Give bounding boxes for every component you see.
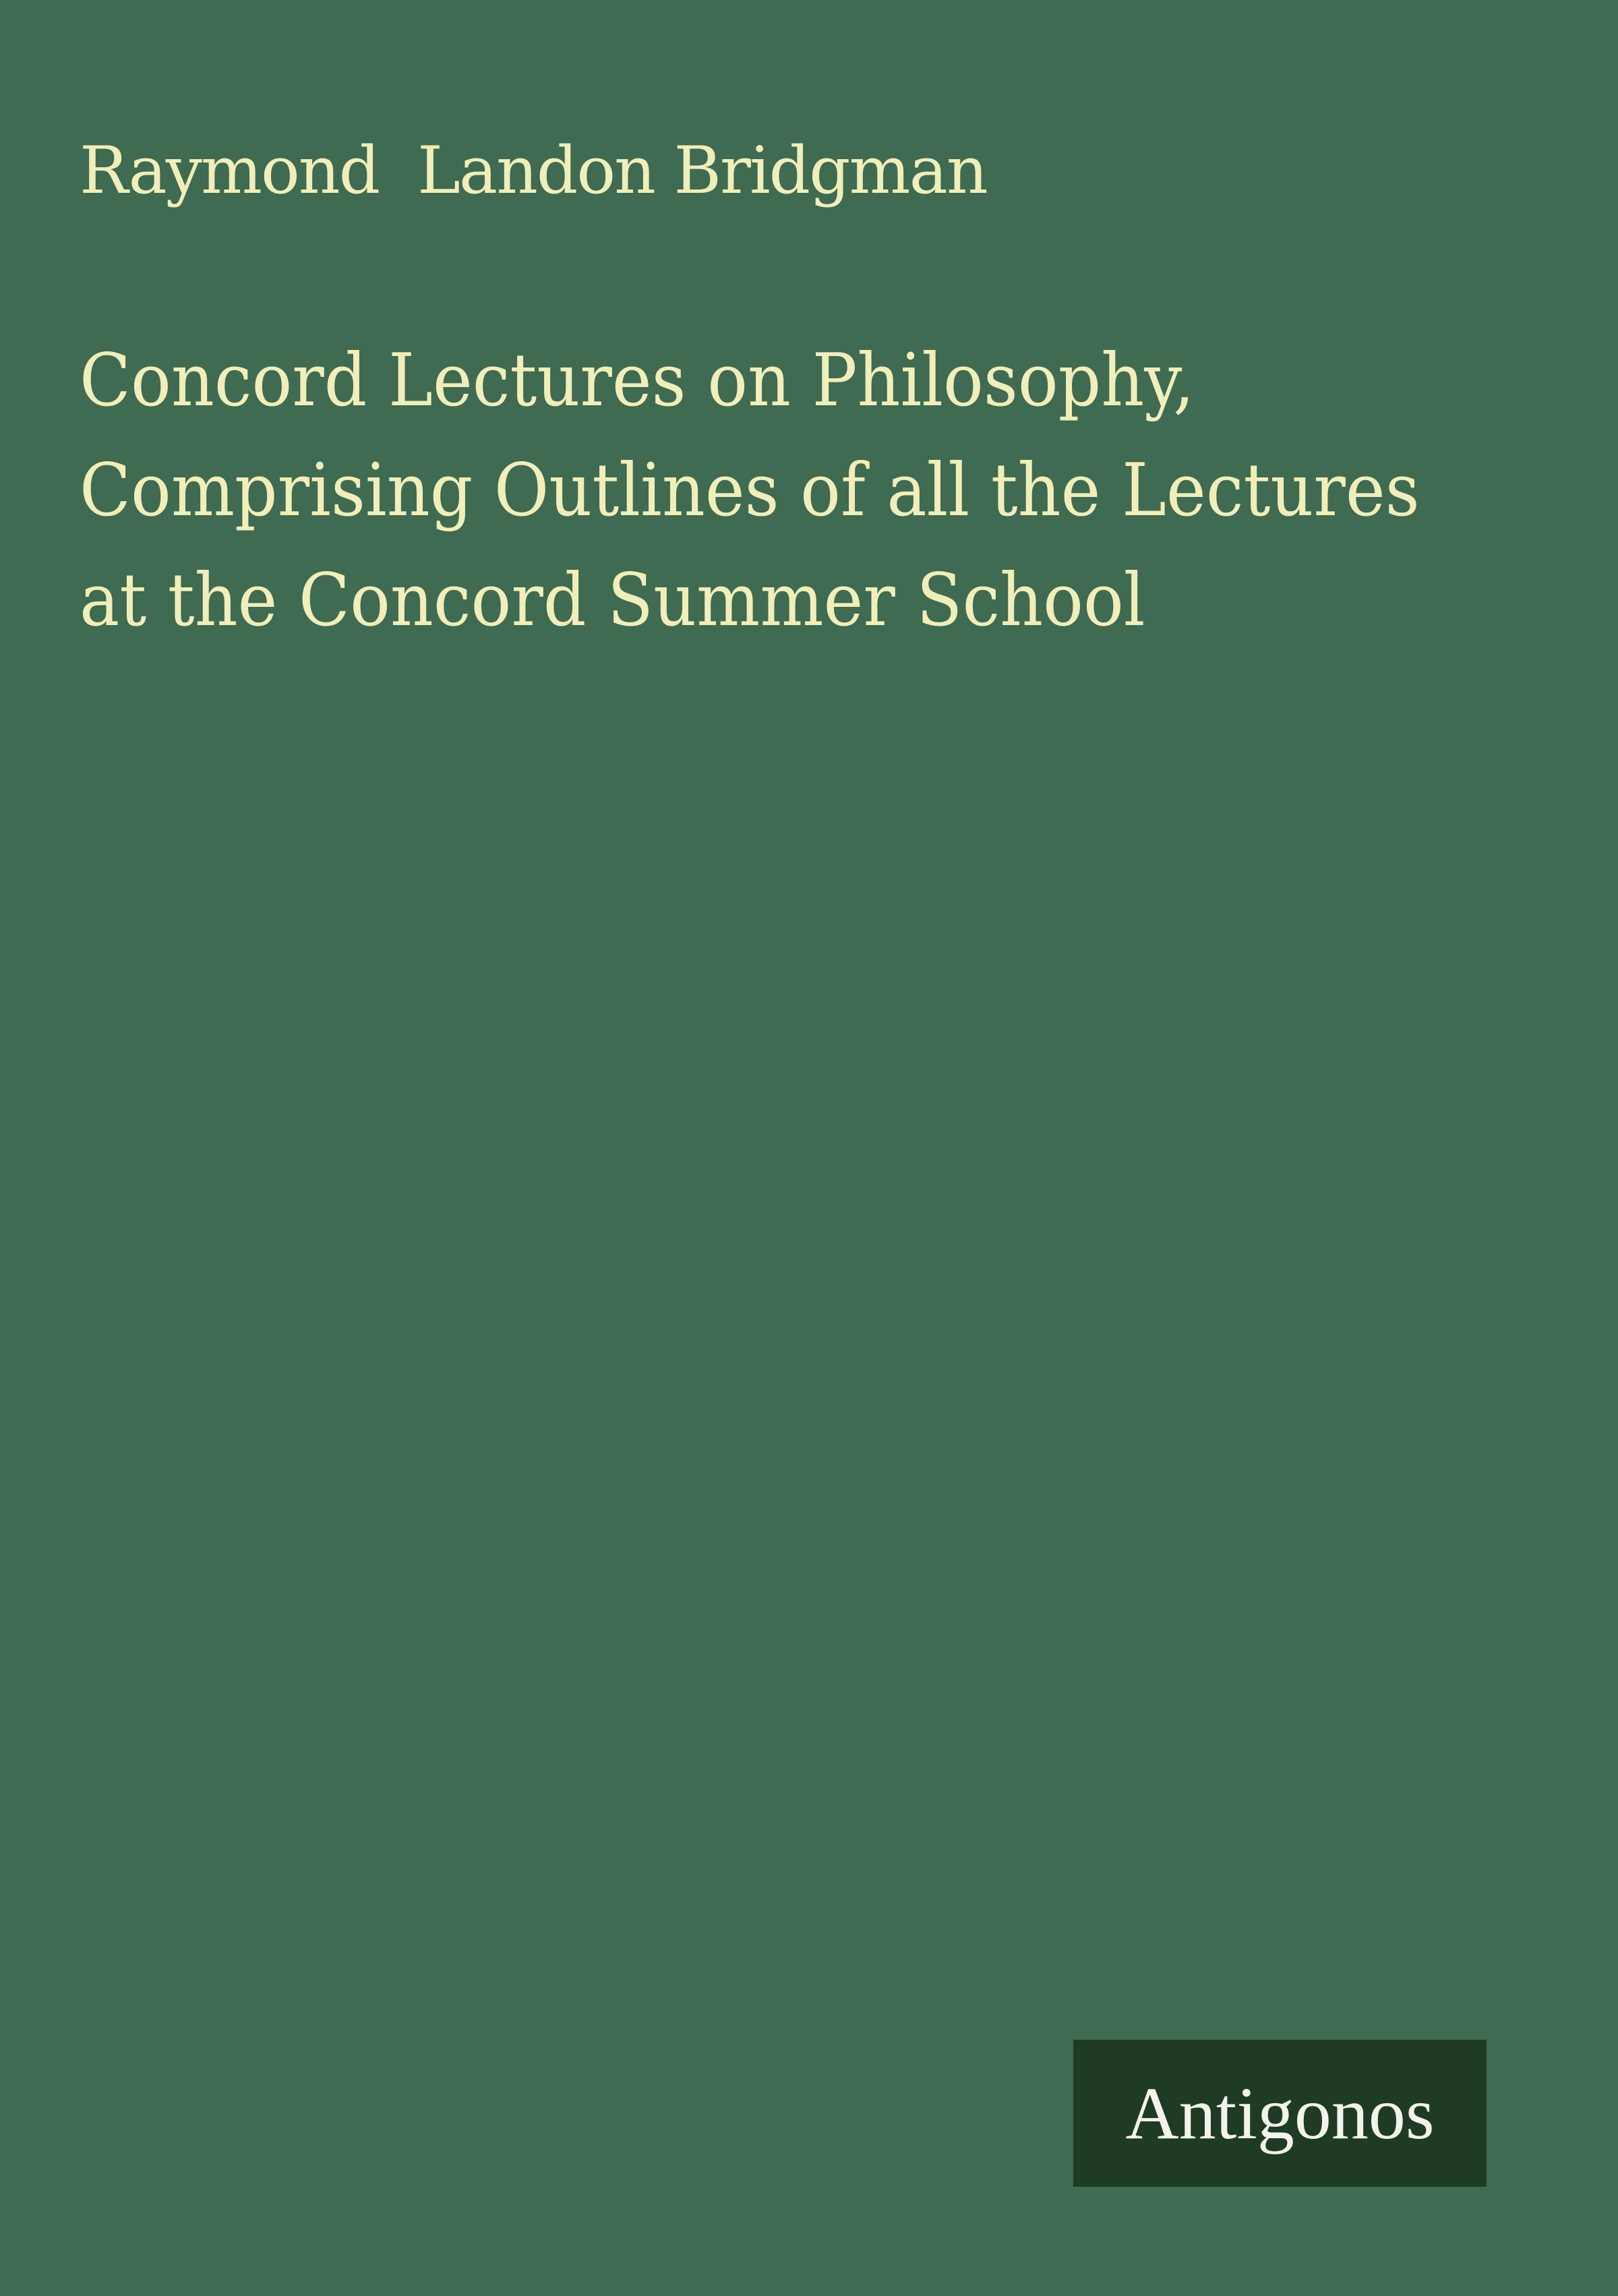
publisher-name: Antigonos (1125, 2072, 1435, 2154)
book-title-line-2: Comprising Outlines of all the Lectures (80, 448, 1420, 533)
publisher-box (1073, 2040, 1487, 2187)
book-title-line-1: Concord Lectures on Philosophy, (80, 338, 1195, 423)
book-title (80, 326, 1420, 655)
author-name: Raymond Landon Bridgman (80, 133, 987, 208)
book-title-line-3: at the Concord Summer School (80, 558, 1145, 643)
